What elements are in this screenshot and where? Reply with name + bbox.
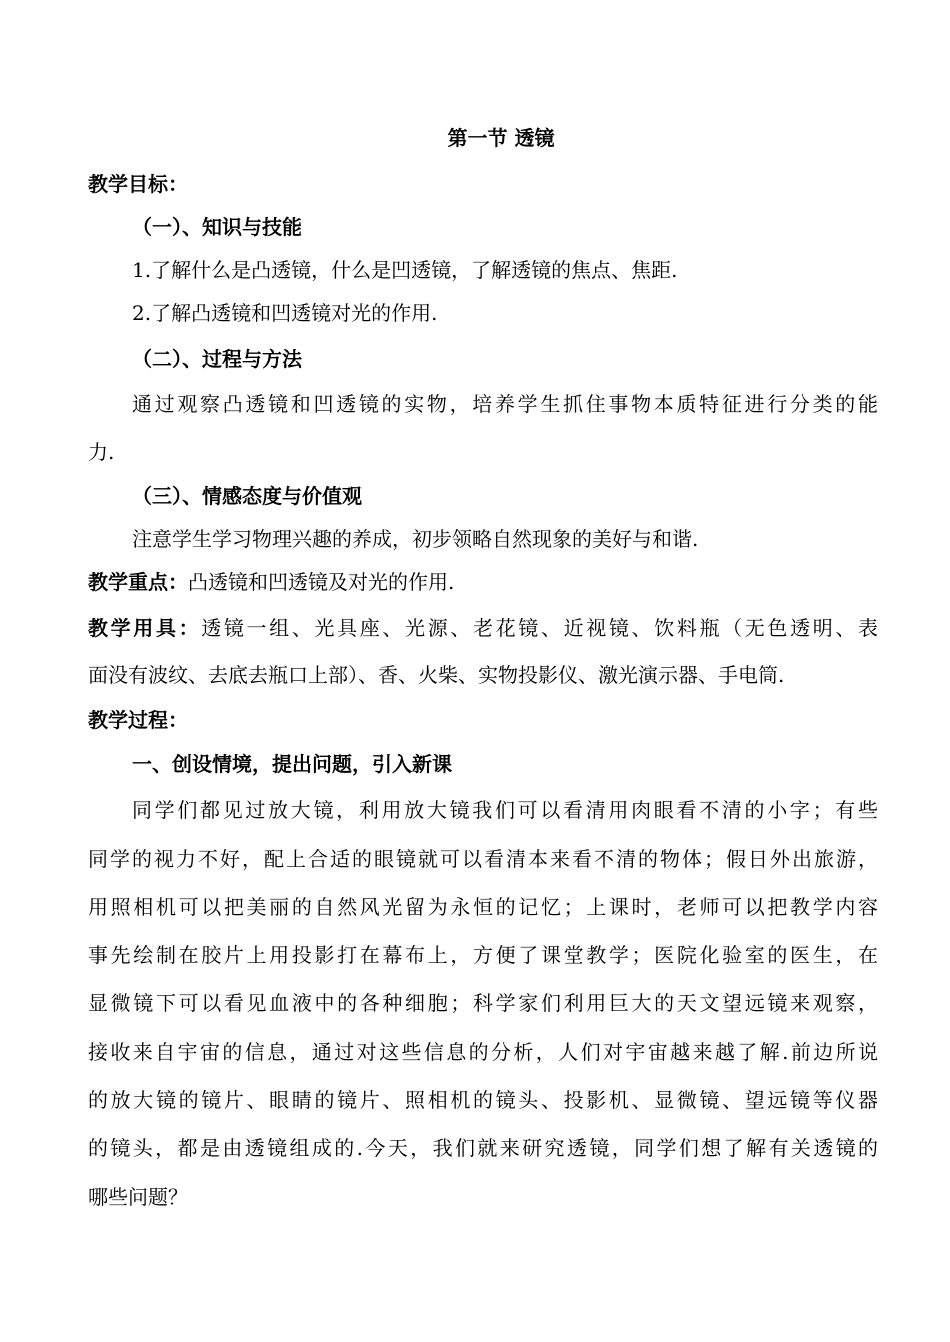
objectives-heading: 教学目标：	[88, 172, 188, 196]
page-title	[0, 124, 950, 152]
tools-text-1: 透镜一组、光具座、光源、老花镜、近视镜、饮料瓶（无色透明、表	[201, 616, 879, 640]
knowledge-item-2: 2.了解凸透镜和凹透镜对光的作用.	[132, 301, 438, 325]
key-point-paragraph	[88, 568, 878, 596]
intro-paragraph-line: 接收来自宇宙的信息，通过对这些信息的分析，人们对宇宙越来越了解.前边所说	[88, 1040, 878, 1064]
tools-label: 教学用具：	[88, 616, 202, 640]
tools-paragraph-line-1	[88, 614, 878, 642]
section-1-heading: 一、创设情境，提出问题，引入新课	[132, 752, 452, 776]
intro-paragraph-line: 的放大镜的镜片、眼睛的镜片、照相机的镜头、投影机、显微镜、望远镜等仪器	[88, 1088, 878, 1112]
process-method-line-1: 通过观察凸透镜和凹透镜的实物，培养学生抓住事物本质特征进行分类的能	[132, 392, 878, 416]
process-method-line-2: 力.	[88, 440, 115, 464]
intro-paragraph-line: 事先绘制在胶片上用投影打在幕布上，方便了课堂教学；医院化验室的医生，在	[88, 943, 878, 967]
intro-paragraph-line: 显微镜下可以看见血液中的各种细胞；科学家们利用巨大的天文望远镜来观察，	[88, 991, 878, 1015]
key-point-text: 凸透镜和凹透镜及对光的作用.	[188, 570, 455, 594]
intro-paragraph-line: 同学的视力不好，配上合适的眼镜就可以看清本来看不清的物体；假日外出旅游，	[88, 847, 878, 871]
key-point-label: 教学重点：	[88, 570, 188, 594]
procedure-heading: 教学过程：	[88, 708, 188, 732]
intro-paragraph-line: 哪些问题？	[88, 1185, 188, 1209]
tools-paragraph-line-2: 面没有波纹、去底去瓶口上部）、香、火柴、实物投影仪、激光演示器、手电筒.	[88, 663, 785, 687]
intro-paragraph-line: 的镜头，都是由透镜组成的.今天，我们就来研究透镜，同学们想了解有关透镜的	[88, 1136, 878, 1160]
page-title-text: 第一节 透镜	[447, 126, 555, 150]
emotion-values-heading: （三）、情感态度与价值观	[132, 484, 362, 508]
emotion-values-text: 注意学生学习物理兴趣的养成，初步领略自然现象的美好与和谐.	[132, 527, 699, 551]
knowledge-item-1: 1.了解什么是凸透镜，什么是凹透镜，了解透镜的焦点、焦距.	[132, 258, 678, 282]
process-method-heading: （二）、过程与方法	[132, 347, 302, 371]
intro-paragraph-line: 同学们都见过放大镜，利用放大镜我们可以看清用肉眼看不清的小字；有些	[132, 798, 878, 822]
knowledge-skills-heading: （一）、知识与技能	[132, 215, 302, 239]
intro-paragraph-line: 用照相机可以把美丽的自然风光留为永恒的记忆；上课时，老师可以把教学内容	[88, 895, 878, 919]
